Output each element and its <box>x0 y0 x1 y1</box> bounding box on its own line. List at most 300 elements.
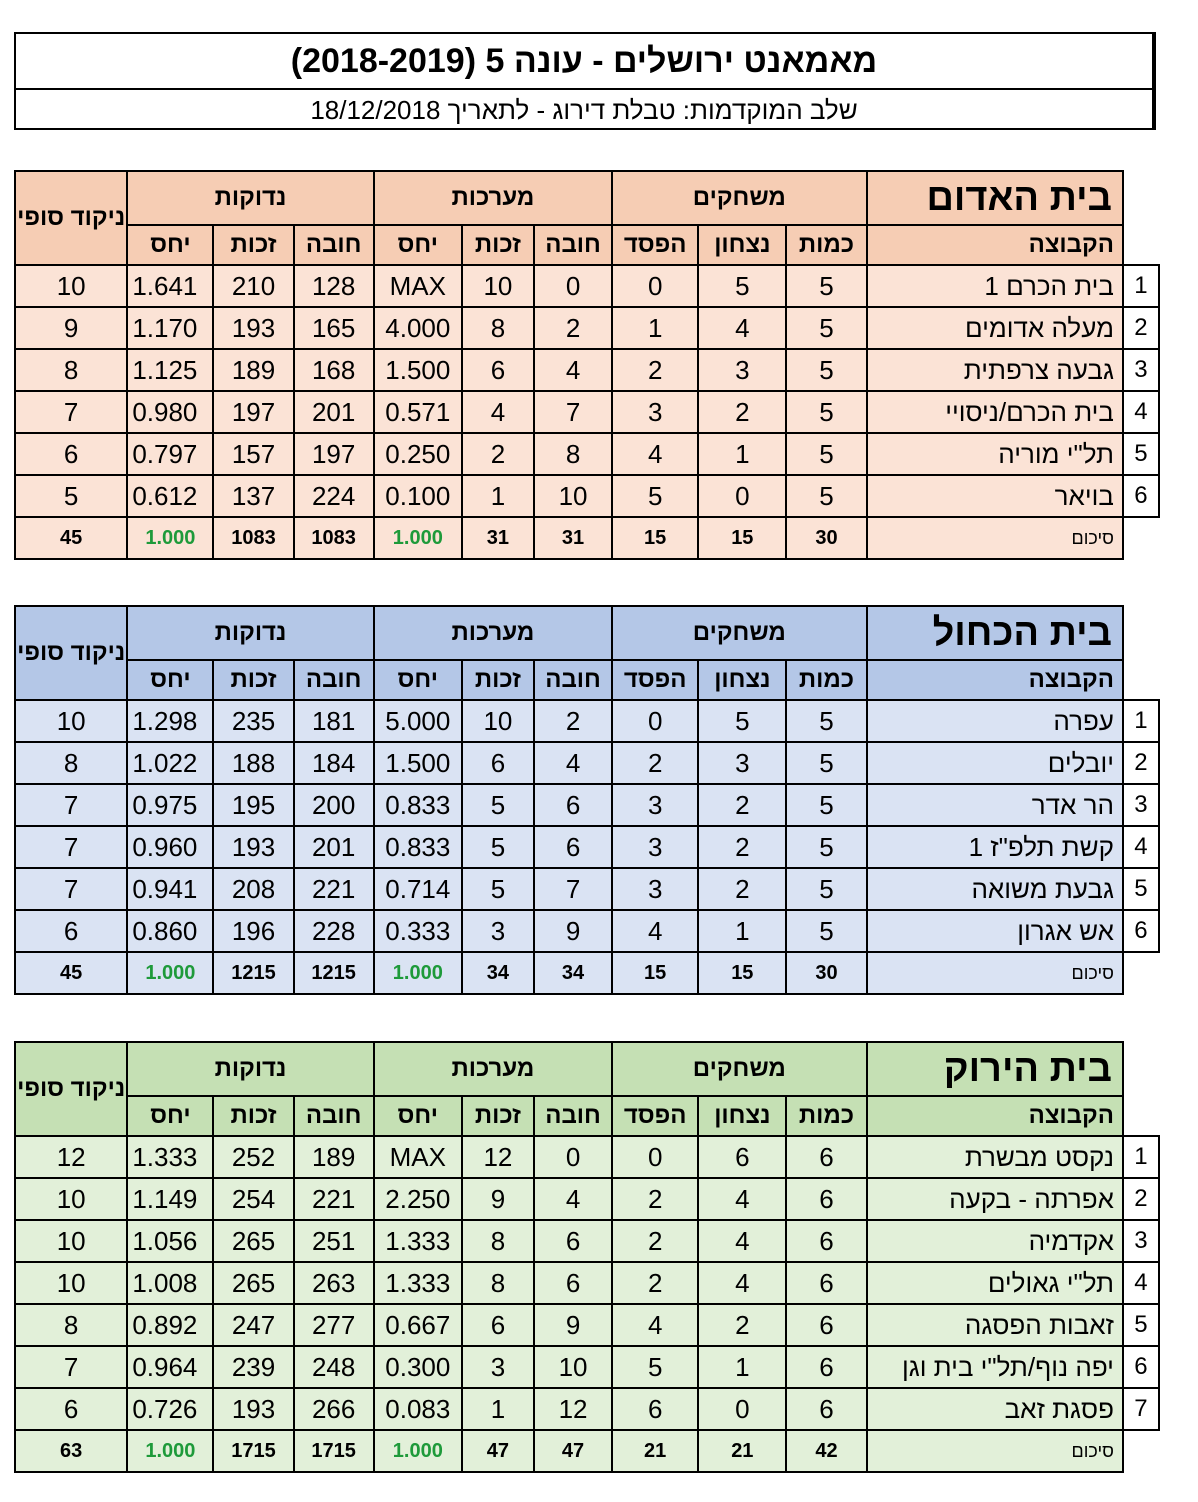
rank-number: 5 <box>1123 868 1159 910</box>
table-row <box>15 1136 1159 1178</box>
final-score: 8 <box>15 742 127 784</box>
summary-played: 30 <box>786 517 866 559</box>
games-played: 6 <box>786 1262 866 1304</box>
team-name: הר אדר <box>867 784 1123 826</box>
sets-against: 6 <box>534 784 612 826</box>
house-name: בית הירוק <box>867 1042 1123 1096</box>
rank-number: 6 <box>1123 1346 1159 1388</box>
games-lost: 4 <box>612 1304 698 1346</box>
points-against: 181 <box>294 700 374 742</box>
col-lost: הפסד <box>612 225 698 265</box>
final-score: 12 <box>15 1136 127 1178</box>
final-score: 10 <box>15 1178 127 1220</box>
sets-ratio: 0.250 <box>374 433 462 475</box>
points-ratio: 0.797 <box>127 433 213 475</box>
points-ratio: 0.726 <box>127 1388 213 1430</box>
standings-table <box>14 1041 1160 1473</box>
team-name: אפרתה - בקעה <box>867 1178 1123 1220</box>
games-played: 5 <box>786 700 866 742</box>
games-lost: 5 <box>612 475 698 517</box>
games-won: 0 <box>698 1388 786 1430</box>
table-row <box>15 868 1159 910</box>
group-header-points: נדוקות <box>127 171 373 225</box>
points-ratio: 1.022 <box>127 742 213 784</box>
col-sets-against: חובה <box>534 660 612 700</box>
title-box <box>14 32 1156 130</box>
group-header-sets: מערכות <box>374 171 612 225</box>
col-sets-for: זכות <box>462 1096 534 1136</box>
points-ratio: 1.149 <box>127 1178 213 1220</box>
sets-against: 2 <box>534 307 612 349</box>
rank-number: 2 <box>1123 1178 1159 1220</box>
team-name: יובלים <box>867 742 1123 784</box>
games-won: 4 <box>698 1178 786 1220</box>
games-won: 6 <box>698 1136 786 1178</box>
sets-for: 1 <box>462 475 534 517</box>
sets-ratio: 2.250 <box>374 1178 462 1220</box>
games-won: 0 <box>698 475 786 517</box>
sets-against: 0 <box>534 1136 612 1178</box>
rank-number: 6 <box>1123 910 1159 952</box>
games-won: 5 <box>698 700 786 742</box>
sets-for: 8 <box>462 307 534 349</box>
summary-won: 15 <box>698 517 786 559</box>
games-lost: 2 <box>612 742 698 784</box>
points-for: 235 <box>213 700 293 742</box>
table-row <box>15 265 1159 307</box>
col-played: כמות <box>786 225 866 265</box>
table-row <box>15 826 1159 868</box>
table-row <box>15 433 1159 475</box>
games-lost: 0 <box>612 265 698 307</box>
points-for: 252 <box>213 1136 293 1178</box>
points-for: 137 <box>213 475 293 517</box>
rank-number: 3 <box>1123 784 1159 826</box>
rank-header-blank <box>1123 606 1159 700</box>
summary-score: 45 <box>15 952 127 994</box>
summary-points-ratio: 1.000 <box>127 952 213 994</box>
sets-ratio: 0.300 <box>374 1346 462 1388</box>
points-against: 128 <box>294 265 374 307</box>
summary-points-against: 1083 <box>294 517 374 559</box>
rank-header-blank <box>1123 1042 1159 1136</box>
table-row <box>15 1262 1159 1304</box>
team-name: עפרה <box>867 700 1123 742</box>
games-played: 6 <box>786 1136 866 1178</box>
points-against: 201 <box>294 391 374 433</box>
points-for: 265 <box>213 1220 293 1262</box>
games-lost: 3 <box>612 784 698 826</box>
col-lost: הפסד <box>612 1096 698 1136</box>
sets-ratio: 0.333 <box>374 910 462 952</box>
sets-ratio: 1.500 <box>374 742 462 784</box>
games-won: 1 <box>698 1346 786 1388</box>
points-for: 195 <box>213 784 293 826</box>
games-played: 6 <box>786 1346 866 1388</box>
sets-ratio: 0.083 <box>374 1388 462 1430</box>
games-lost: 4 <box>612 433 698 475</box>
rank-number: 5 <box>1123 433 1159 475</box>
final-score: 6 <box>15 433 127 475</box>
col-sets-against: חובה <box>534 225 612 265</box>
sets-against: 7 <box>534 868 612 910</box>
summary-label: סיכום <box>867 952 1123 994</box>
team-name: בויאר <box>867 475 1123 517</box>
col-sets-for: זכות <box>462 660 534 700</box>
sets-ratio: 5.000 <box>374 700 462 742</box>
rank-number: 5 <box>1123 1304 1159 1346</box>
points-for: 265 <box>213 1262 293 1304</box>
table-row <box>15 1220 1159 1262</box>
sets-for: 9 <box>462 1178 534 1220</box>
team-name: בית הכרם/ניסויי <box>867 391 1123 433</box>
summary-sets-for: 47 <box>462 1430 534 1472</box>
games-lost: 4 <box>612 910 698 952</box>
points-for: 247 <box>213 1304 293 1346</box>
col-sets-ratio: יחס <box>374 660 462 700</box>
games-won: 4 <box>698 1262 786 1304</box>
team-name: גבעת משואה <box>867 868 1123 910</box>
summary-points-ratio: 1.000 <box>127 517 213 559</box>
final-score: 10 <box>15 1262 127 1304</box>
games-played: 5 <box>786 868 866 910</box>
col-won: נצחון <box>698 1096 786 1136</box>
sets-for: 2 <box>462 433 534 475</box>
games-played: 5 <box>786 475 866 517</box>
table-row <box>15 349 1159 391</box>
points-ratio: 0.892 <box>127 1304 213 1346</box>
points-for: 193 <box>213 1388 293 1430</box>
col-won: נצחון <box>698 660 786 700</box>
rank-header-blank <box>1123 171 1159 265</box>
table-row <box>15 700 1159 742</box>
rank-number: 2 <box>1123 307 1159 349</box>
games-played: 5 <box>786 910 866 952</box>
games-lost: 3 <box>612 868 698 910</box>
rank-number: 4 <box>1123 826 1159 868</box>
games-lost: 3 <box>612 826 698 868</box>
sets-against: 4 <box>534 742 612 784</box>
games-lost: 6 <box>612 1388 698 1430</box>
page-title: מאמאנט ירושלים - עונה 5 (2018-2019) <box>16 34 1152 90</box>
group-header-points: נדוקות <box>127 1042 373 1096</box>
col-points-ratio: יחס <box>127 1096 213 1136</box>
table-row <box>15 910 1159 952</box>
summary-points-for: 1715 <box>213 1430 293 1472</box>
summary-sets-ratio: 1.000 <box>374 952 462 994</box>
summary-score: 63 <box>15 1430 127 1472</box>
sets-for: 1 <box>462 1388 534 1430</box>
table-row <box>15 475 1159 517</box>
table-row <box>15 742 1159 784</box>
games-played: 6 <box>786 1220 866 1262</box>
sets-for: 5 <box>462 826 534 868</box>
sets-against: 9 <box>534 1304 612 1346</box>
points-for: 239 <box>213 1346 293 1388</box>
summary-sets-against: 31 <box>534 517 612 559</box>
sets-ratio: 1.333 <box>374 1220 462 1262</box>
col-points-ratio: יחס <box>127 225 213 265</box>
sets-against: 8 <box>534 433 612 475</box>
games-played: 5 <box>786 265 866 307</box>
games-played: 5 <box>786 307 866 349</box>
summary-sets-against: 34 <box>534 952 612 994</box>
points-ratio: 0.964 <box>127 1346 213 1388</box>
rank-number: 1 <box>1123 700 1159 742</box>
group-header-points: נדוקות <box>127 606 373 660</box>
points-for: 188 <box>213 742 293 784</box>
house-red <box>14 170 1160 560</box>
games-lost: 3 <box>612 391 698 433</box>
final-score-header: ניקוד סופי <box>15 1042 127 1136</box>
games-won: 4 <box>698 1220 786 1262</box>
sets-against: 4 <box>534 1178 612 1220</box>
summary-points-for: 1083 <box>213 517 293 559</box>
house-name: בית האדום <box>867 171 1123 225</box>
games-won: 2 <box>698 391 786 433</box>
points-for: 157 <box>213 433 293 475</box>
table-row <box>15 391 1159 433</box>
points-against: 200 <box>294 784 374 826</box>
summary-sets-for: 34 <box>462 952 534 994</box>
group-header-games: משחקים <box>612 606 866 660</box>
points-against: 277 <box>294 1304 374 1346</box>
summary-lost: 15 <box>612 517 698 559</box>
final-score: 10 <box>15 265 127 307</box>
standings-table <box>14 605 1160 995</box>
games-played: 5 <box>786 826 866 868</box>
final-score: 10 <box>15 700 127 742</box>
points-for: 208 <box>213 868 293 910</box>
points-against: 224 <box>294 475 374 517</box>
summary-label: סיכום <box>867 1430 1123 1472</box>
final-score: 6 <box>15 1388 127 1430</box>
sets-ratio: 0.833 <box>374 826 462 868</box>
sets-ratio: 1.333 <box>374 1262 462 1304</box>
summary-points-against: 1715 <box>294 1430 374 1472</box>
sets-against: 0 <box>534 265 612 307</box>
points-for: 196 <box>213 910 293 952</box>
games-won: 2 <box>698 1304 786 1346</box>
sets-against: 2 <box>534 700 612 742</box>
summary-won: 15 <box>698 952 786 994</box>
points-ratio: 1.008 <box>127 1262 213 1304</box>
sets-ratio: 0.571 <box>374 391 462 433</box>
points-for: 210 <box>213 265 293 307</box>
points-against: 228 <box>294 910 374 952</box>
final-score: 7 <box>15 1346 127 1388</box>
table-row <box>15 1388 1159 1430</box>
sets-ratio: 0.833 <box>374 784 462 826</box>
points-for: 197 <box>213 391 293 433</box>
col-played: כמות <box>786 660 866 700</box>
games-lost: 2 <box>612 1178 698 1220</box>
sets-for: 5 <box>462 784 534 826</box>
summary-score: 45 <box>15 517 127 559</box>
games-lost: 2 <box>612 1220 698 1262</box>
points-against: 201 <box>294 826 374 868</box>
games-played: 5 <box>786 742 866 784</box>
summary-row <box>15 952 1159 994</box>
rank-number: 1 <box>1123 1136 1159 1178</box>
sets-against: 10 <box>534 1346 612 1388</box>
summary-lost: 21 <box>612 1430 698 1472</box>
summary-sets-ratio: 1.000 <box>374 1430 462 1472</box>
games-lost: 0 <box>612 700 698 742</box>
team-name: תל"י מוריה <box>867 433 1123 475</box>
col-points-for: זכות <box>213 660 293 700</box>
sets-for: 3 <box>462 910 534 952</box>
final-score-header: ניקוד סופי <box>15 171 127 265</box>
col-lost: הפסד <box>612 660 698 700</box>
rank-number: 3 <box>1123 349 1159 391</box>
col-points-for: זכות <box>213 1096 293 1136</box>
summary-label: סיכום <box>867 517 1123 559</box>
summary-played: 30 <box>786 952 866 994</box>
rank-number: 1 <box>1123 265 1159 307</box>
standings-table <box>14 170 1160 560</box>
sets-for: 3 <box>462 1346 534 1388</box>
sets-against: 12 <box>534 1388 612 1430</box>
games-won: 3 <box>698 349 786 391</box>
table-row <box>15 1346 1159 1388</box>
page-subtitle: שלב המוקדמות: טבלת דירוג - לתאריך 18/12/2018 <box>310 95 858 125</box>
team-name: תל"י גאולים <box>867 1262 1123 1304</box>
points-for: 193 <box>213 826 293 868</box>
table-row <box>15 307 1159 349</box>
sets-against: 6 <box>534 1262 612 1304</box>
final-score: 8 <box>15 1304 127 1346</box>
summary-points-ratio: 1.000 <box>127 1430 213 1472</box>
sets-against: 7 <box>534 391 612 433</box>
team-column-header: הקבוצה <box>867 225 1123 265</box>
games-won: 2 <box>698 784 786 826</box>
points-against: 184 <box>294 742 374 784</box>
summary-points-for: 1215 <box>213 952 293 994</box>
final-score: 8 <box>15 349 127 391</box>
sets-ratio: MAX <box>374 1136 462 1178</box>
group-header-sets: מערכות <box>374 606 612 660</box>
sets-ratio: 1.500 <box>374 349 462 391</box>
final-score: 9 <box>15 307 127 349</box>
games-won: 1 <box>698 433 786 475</box>
points-against: 251 <box>294 1220 374 1262</box>
table-row <box>15 1304 1159 1346</box>
points-against: 266 <box>294 1388 374 1430</box>
col-points-against: חובה <box>294 660 374 700</box>
final-score: 6 <box>15 910 127 952</box>
games-lost: 2 <box>612 349 698 391</box>
points-against: 221 <box>294 868 374 910</box>
col-played: כמות <box>786 1096 866 1136</box>
games-played: 5 <box>786 433 866 475</box>
sets-against: 9 <box>534 910 612 952</box>
table-row <box>15 784 1159 826</box>
house-name: בית הכחול <box>867 606 1123 660</box>
points-against: 197 <box>294 433 374 475</box>
team-column-header: הקבוצה <box>867 1096 1123 1136</box>
team-name: אש אגרון <box>867 910 1123 952</box>
rank-number: 2 <box>1123 742 1159 784</box>
games-won: 4 <box>698 307 786 349</box>
sets-against: 10 <box>534 475 612 517</box>
points-for: 189 <box>213 349 293 391</box>
sets-for: 6 <box>462 742 534 784</box>
team-name: מעלה אדומים <box>867 307 1123 349</box>
games-won: 1 <box>698 910 786 952</box>
games-lost: 2 <box>612 1262 698 1304</box>
summary-lost: 15 <box>612 952 698 994</box>
rank-number: 3 <box>1123 1220 1159 1262</box>
summary-won: 21 <box>698 1430 786 1472</box>
games-won: 2 <box>698 868 786 910</box>
points-against: 248 <box>294 1346 374 1388</box>
final-score: 7 <box>15 868 127 910</box>
col-sets-for: זכות <box>462 225 534 265</box>
col-points-against: חובה <box>294 1096 374 1136</box>
games-won: 3 <box>698 742 786 784</box>
col-sets-ratio: יחס <box>374 225 462 265</box>
final-score: 7 <box>15 391 127 433</box>
col-sets-against: חובה <box>534 1096 612 1136</box>
col-sets-ratio: יחס <box>374 1096 462 1136</box>
final-score: 7 <box>15 784 127 826</box>
summary-sets-ratio: 1.000 <box>374 517 462 559</box>
group-header-games: משחקים <box>612 1042 866 1096</box>
games-lost: 1 <box>612 307 698 349</box>
summary-sets-for: 31 <box>462 517 534 559</box>
team-name: פסגת זאב <box>867 1388 1123 1430</box>
sets-ratio: 0.100 <box>374 475 462 517</box>
group-header-games: משחקים <box>612 171 866 225</box>
rank-number: 6 <box>1123 475 1159 517</box>
team-name: בית הכרם 1 <box>867 265 1123 307</box>
team-name: גבעה צרפתית <box>867 349 1123 391</box>
sets-for: 8 <box>462 1262 534 1304</box>
house-blue <box>14 605 1160 995</box>
sets-for: 8 <box>462 1220 534 1262</box>
sets-for: 6 <box>462 349 534 391</box>
team-name: קשת תלפ"ז 1 <box>867 826 1123 868</box>
col-points-for: זכות <box>213 225 293 265</box>
points-against: 189 <box>294 1136 374 1178</box>
games-played: 5 <box>786 784 866 826</box>
final-score-header: ניקוד סופי <box>15 606 127 700</box>
sets-ratio: 4.000 <box>374 307 462 349</box>
sets-for: 5 <box>462 868 534 910</box>
summary-played: 42 <box>786 1430 866 1472</box>
rank-number: 7 <box>1123 1388 1159 1430</box>
team-name: יפה נוף/תל"י בית וגן <box>867 1346 1123 1388</box>
team-column-header: הקבוצה <box>867 660 1123 700</box>
games-played: 6 <box>786 1304 866 1346</box>
summary-sets-against: 47 <box>534 1430 612 1472</box>
sets-ratio: 0.667 <box>374 1304 462 1346</box>
points-ratio: 0.612 <box>127 475 213 517</box>
sets-ratio: MAX <box>374 265 462 307</box>
points-against: 165 <box>294 307 374 349</box>
points-ratio: 1.170 <box>127 307 213 349</box>
sets-for: 10 <box>462 700 534 742</box>
team-name: נקסט מבשרת <box>867 1136 1123 1178</box>
summary-row <box>15 517 1159 559</box>
table-row <box>15 1178 1159 1220</box>
points-ratio: 0.975 <box>127 784 213 826</box>
points-against: 263 <box>294 1262 374 1304</box>
points-ratio: 1.333 <box>127 1136 213 1178</box>
sets-for: 12 <box>462 1136 534 1178</box>
points-ratio: 1.125 <box>127 349 213 391</box>
